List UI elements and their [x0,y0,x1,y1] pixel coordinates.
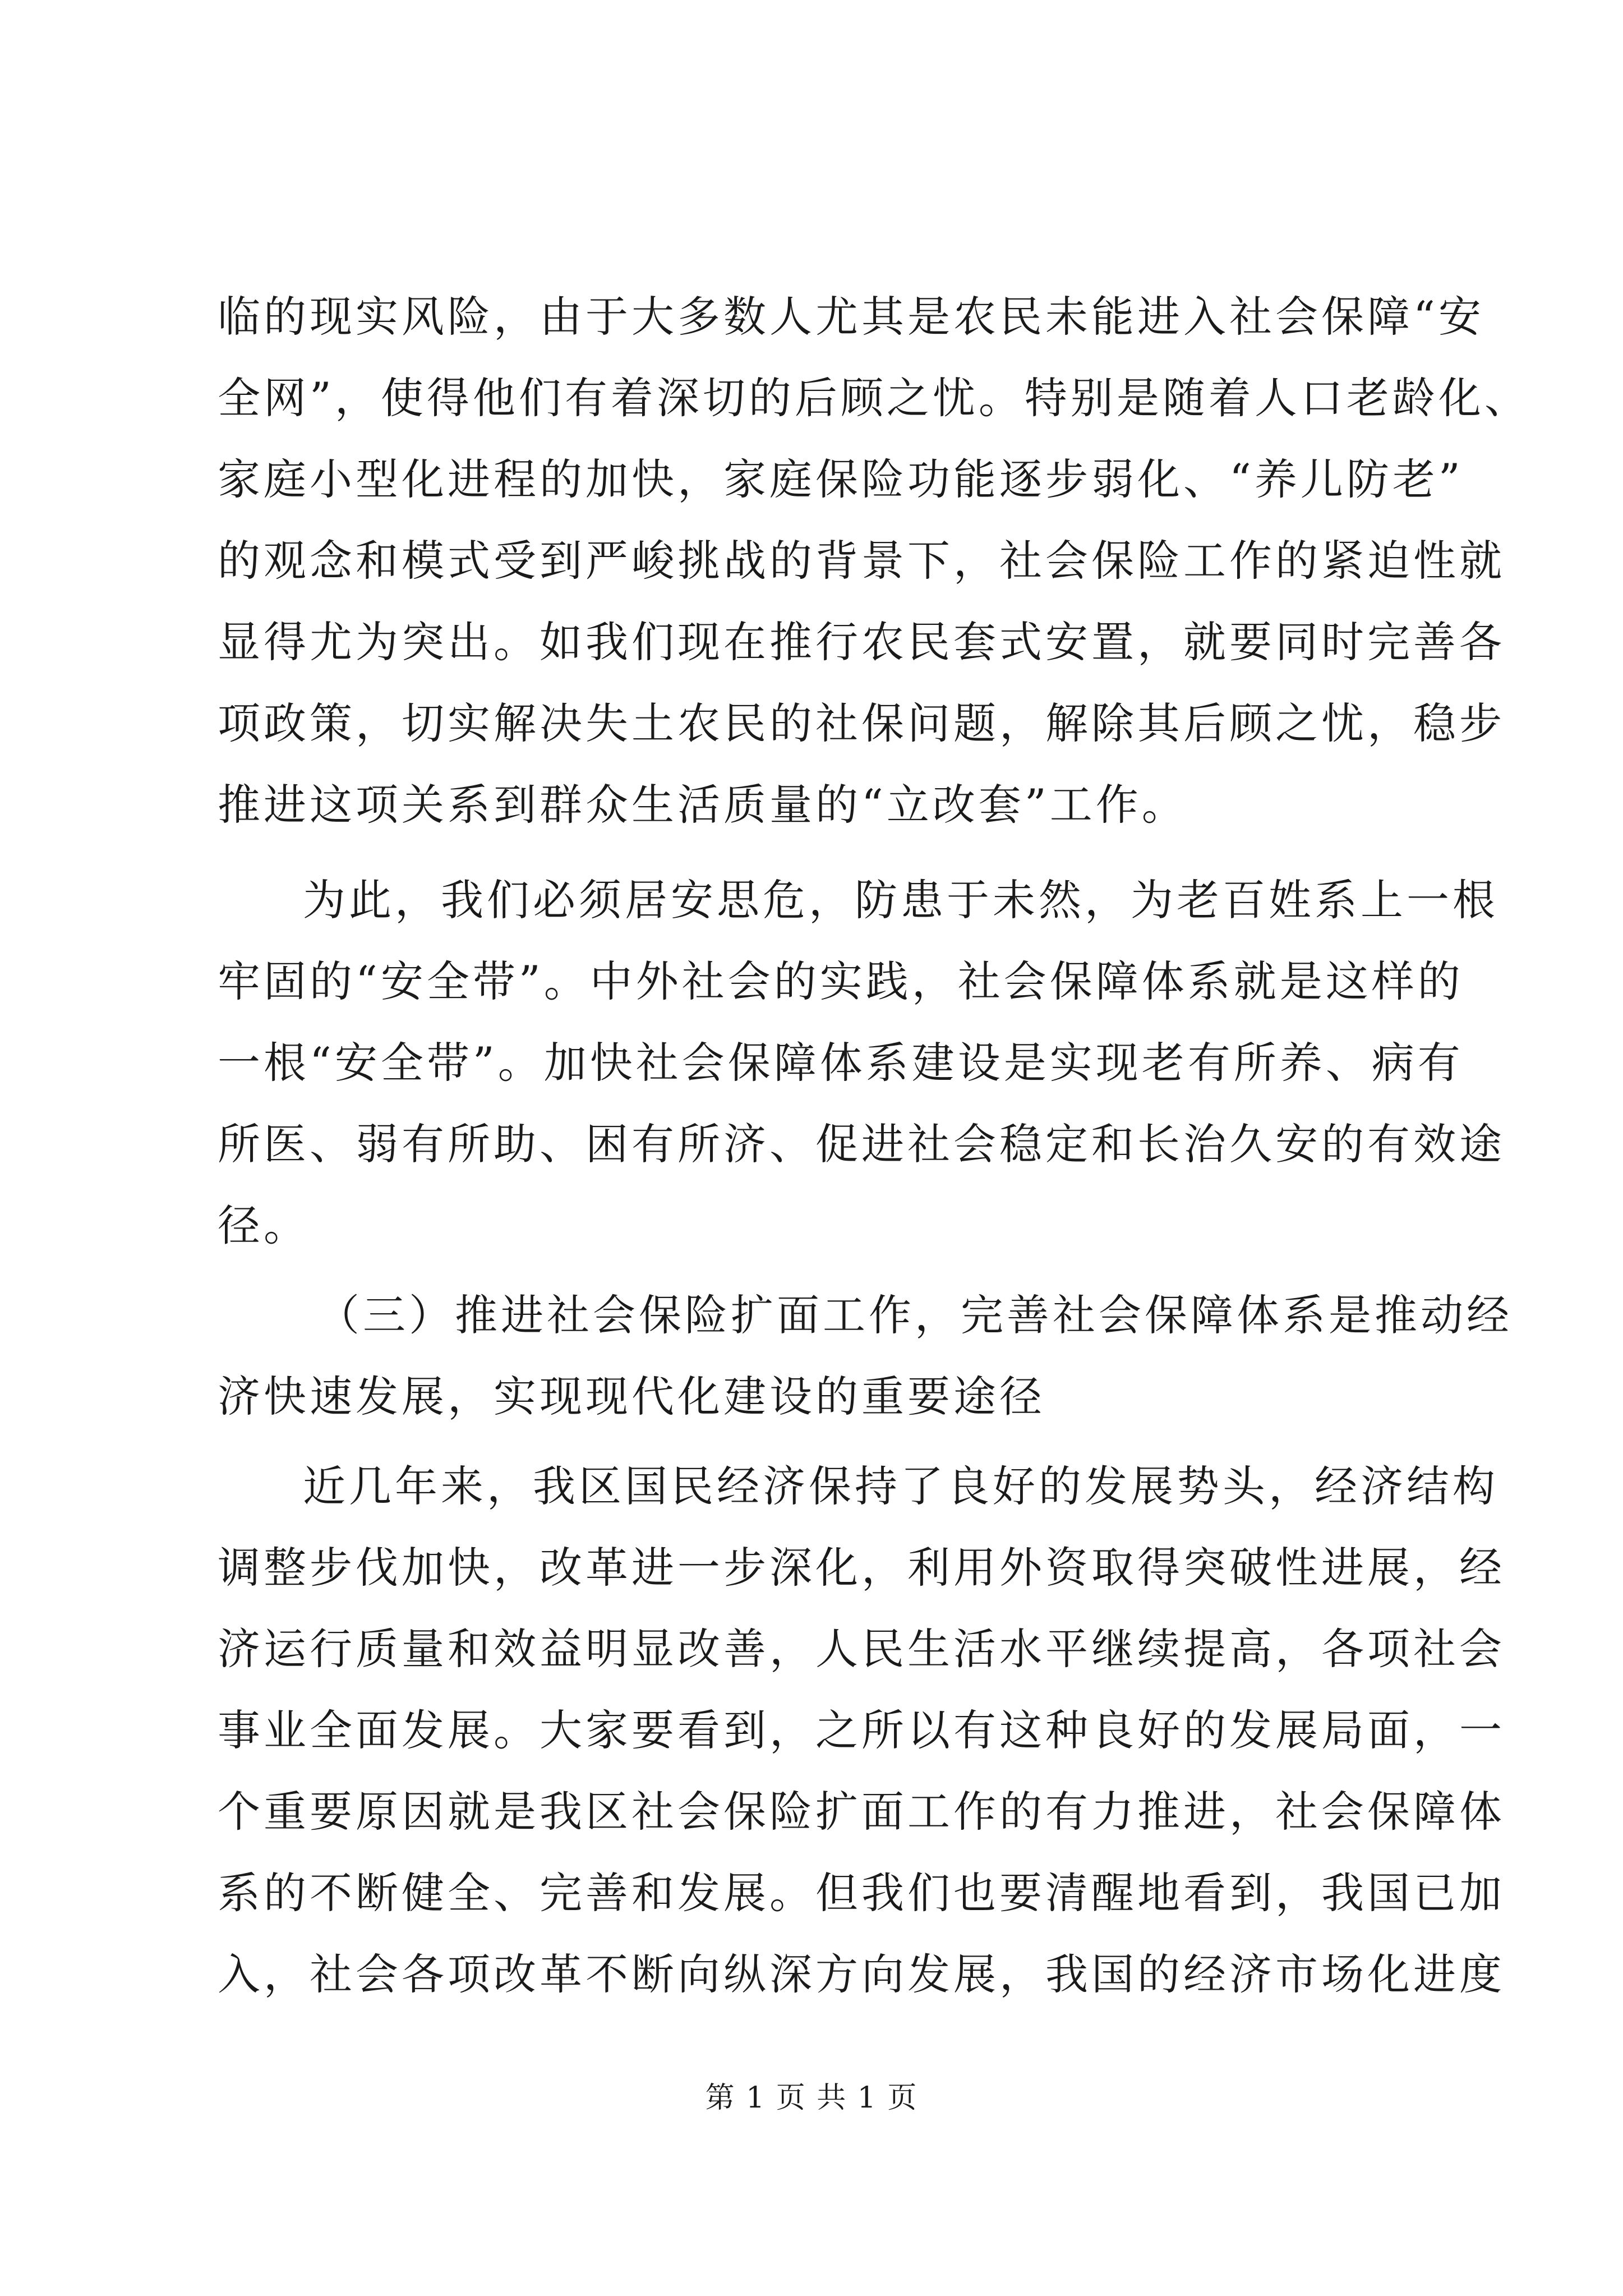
text-line: 调整步伐加快，改革进一步深化，利用外资取得突破性进展，经 [218,1543,1505,1593]
text-line: 的观念和模式受到严峻挑战的背景下，社会保险工作的紧迫性就 [218,536,1505,586]
text-line: 所医、弱有所助、困有所济、促进社会稳定和长治久安的有效途 [218,1119,1505,1169]
text-line: 系的不断健全、完善和发展。但我们也要清醒地看到，我国已加 [218,1868,1505,1918]
paragraph-first-line: 近几年来，我区国民经济保持了良好的发展势头，经济结构 [303,1461,1498,1511]
text-line: 牢固的“安全带”。中外社会的实践，社会保障体系就是这样的 [218,956,1464,1006]
section-heading: （三）推进社会保险扩面工作，完善社会保障体系是推动经 [317,1290,1513,1340]
text-line: 入，社会各项改革不断向纵深方向发展，我国的经济市场化进度 [218,1949,1505,1999]
text-line: 临的现实风险，由于大多数人尤其是农民未能进入社会保障“安 [218,292,1484,342]
page-number-footer: 第 1 页 共 1 页 [705,2081,918,2115]
paragraph-first-line: 为此，我们必须居安思危，防患于未然，为老百姓系上一根 [303,875,1498,925]
section-heading-continued: 济快速发展，实现现代化建设的重要途径 [218,1372,1045,1421]
text-line: 家庭小型化进程的加快，家庭保险功能逐步弱化、“养儿防老” [218,454,1464,504]
text-line: 济运行质量和效益明显改善，人民生活水平继续提高，各项社会 [218,1624,1505,1674]
text-line: 事业全面发展。大家要看到，之所以有这种良好的发展局面，一 [218,1705,1505,1755]
text-line: 显得尤为突出。如我们现在推行农民套式安置，就要同时完善各 [218,617,1505,667]
text-line: 全网”，使得他们有着深切的后顾之忧。特别是随着人口老龄化、 [218,373,1530,423]
text-line: 个重要原因就是我区社会保险扩面工作的有力推进，社会保障体 [218,1787,1505,1837]
text-line: 推进这项关系到群众生活质量的“立改套”工作。 [218,780,1188,830]
text-line: 项政策，切实解决失土农民的社保问题，解除其后顾之忧，稳步 [218,698,1505,748]
text-line: 一根“安全带”。加快社会保障体系建设是实现老有所养、病有 [218,1038,1464,1088]
text-line: 径。 [218,1200,310,1250]
